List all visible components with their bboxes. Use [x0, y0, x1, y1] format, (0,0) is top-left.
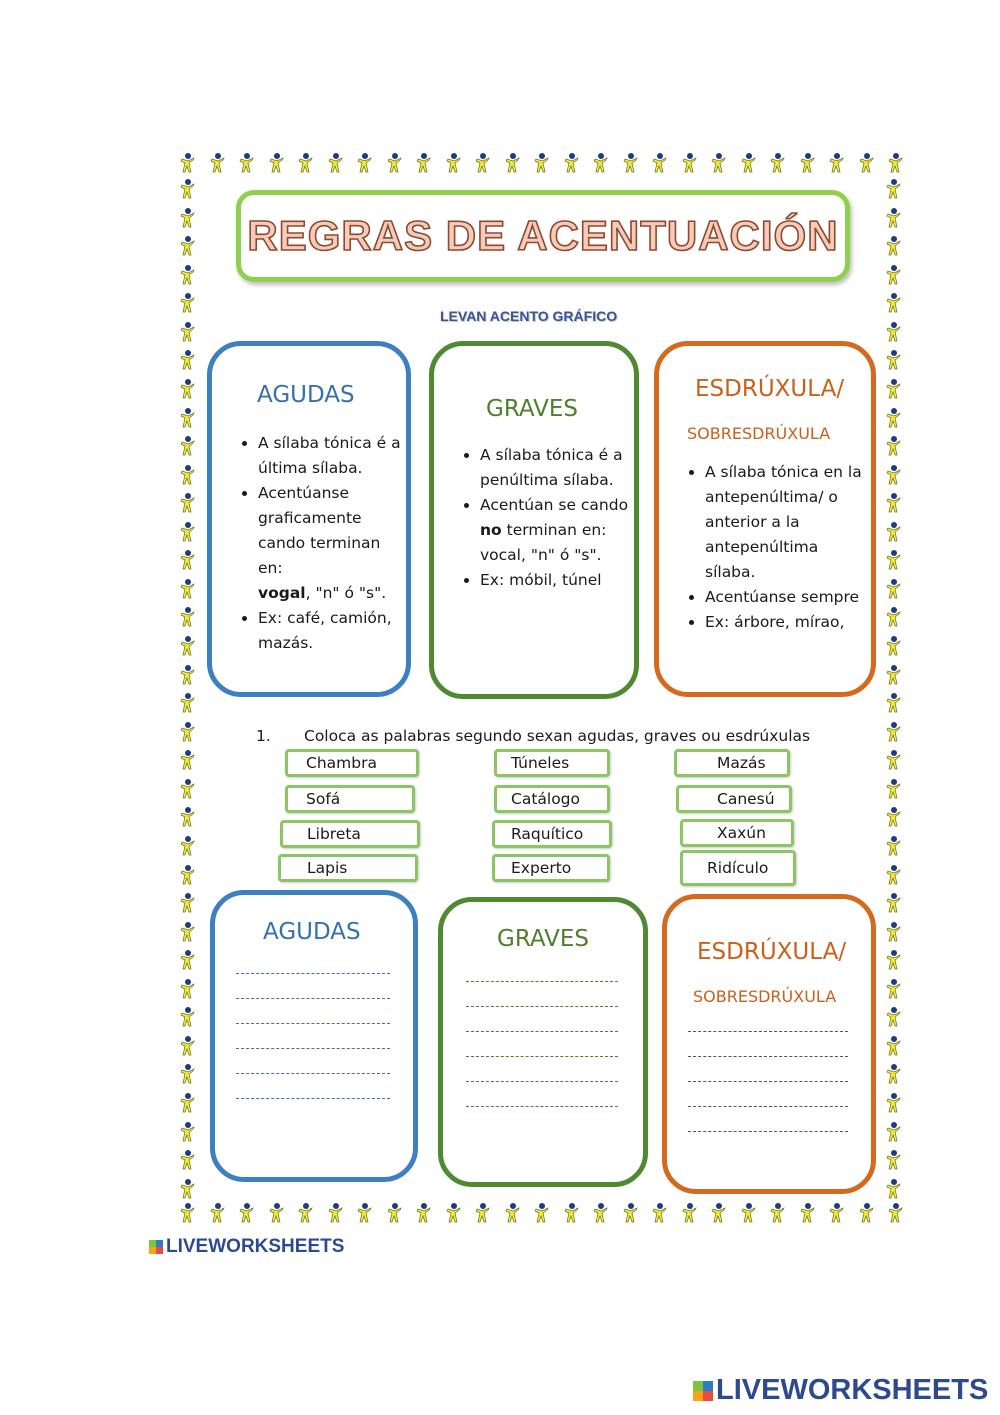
border-figure-icon: [178, 606, 198, 628]
border-figure-icon: [827, 152, 847, 174]
border-figure-icon: [884, 1035, 904, 1057]
word-chip[interactable]: Libreta: [280, 820, 420, 848]
rule-card-subheading: SOBRESDRÚXULA: [687, 424, 831, 443]
word-chip[interactable]: Sofá: [285, 785, 415, 813]
answer-line[interactable]: [466, 1081, 618, 1082]
border-figure-icon: [857, 1202, 877, 1224]
rule-item: • A sílaba tónica é a penúltima sílaba.: [480, 443, 630, 493]
border-figure-icon: [884, 407, 904, 429]
border-figure-icon: [178, 1092, 198, 1114]
answer-card-heading: ESDRÚXULA/: [697, 939, 847, 965]
title-box: [236, 190, 850, 282]
border-figure-icon: [444, 1202, 464, 1224]
border-figure-icon: [178, 549, 198, 571]
border-figure-icon: [884, 778, 904, 800]
rule-card-graves: [429, 341, 639, 699]
answer-line[interactable]: [688, 1081, 848, 1082]
border-figure-icon: [178, 578, 198, 600]
border-figure-icon: [267, 1202, 287, 1224]
border-figure-icon: [798, 1202, 818, 1224]
answer-card-esdruxula[interactable]: [662, 894, 876, 1194]
border-figure-icon: [739, 152, 759, 174]
border-figure-icon: [884, 978, 904, 1000]
border-figure-icon: [884, 921, 904, 943]
border-figure-icon: [178, 1121, 198, 1143]
brand-logo-inline: [149, 1236, 344, 1258]
answer-line[interactable]: [466, 1106, 618, 1107]
border-figure-icon: [884, 606, 904, 628]
border-figure-icon: [591, 1202, 611, 1224]
border-bottom: [178, 1202, 906, 1224]
answer-line[interactable]: [466, 1031, 618, 1032]
rule-item: [258, 481, 408, 606]
word-chip[interactable]: Catálogo: [494, 785, 610, 813]
answer-card-subheading: SOBRESDRÚXULA: [693, 987, 837, 1006]
border-figure-icon: [621, 152, 641, 174]
border-figure-icon: [884, 321, 904, 343]
border-figure-icon: [178, 778, 198, 800]
page-subtitle: LEVAN ACENTO GRÁFICO: [440, 308, 618, 324]
answer-line[interactable]: [466, 1006, 618, 1007]
border-figure-icon: [884, 521, 904, 543]
rule-card-heading: ESDRÚXULA/: [695, 376, 845, 402]
answer-card-agudas[interactable]: [210, 890, 418, 1182]
border-figure-icon: [884, 549, 904, 571]
word-chip[interactable]: Raquítico: [492, 820, 612, 848]
border-figure-icon: [473, 152, 493, 174]
rule-list: [458, 443, 630, 593]
border-figure-icon: [178, 721, 198, 743]
border-figure-icon: [178, 1149, 198, 1171]
border-figure-icon: [178, 664, 198, 686]
border-figure-icon: [178, 292, 198, 314]
border-figure-icon: [414, 1202, 434, 1224]
answer-line[interactable]: [688, 1056, 848, 1057]
exercise-text: Coloca as palabras segundo sexan agudas, graves ou esdrúxulas: [304, 727, 811, 745]
word-chip[interactable]: Chambra: [285, 749, 419, 777]
exercise-number: 1.: [256, 727, 271, 745]
border-figure-icon: [178, 1063, 198, 1085]
border-figure-icon: [884, 349, 904, 371]
rule-card-heading: AGUDAS: [257, 382, 355, 408]
answer-line[interactable]: [236, 1073, 390, 1074]
rule-card-esdruxula: [654, 341, 876, 697]
rule-item: • A sílaba tónica en la antepenúltima/ o anterior a la antepenúltima sílaba.: [705, 460, 867, 585]
exercise-instruction: [256, 727, 810, 745]
border-figure-icon: [178, 321, 198, 343]
border-right: [884, 178, 904, 1200]
border-figure-icon: [709, 152, 729, 174]
answer-line[interactable]: [236, 1048, 390, 1049]
rule-item-text: , "n" ó "s".: [305, 584, 387, 602]
border-figure-icon: [768, 152, 788, 174]
border-figure-icon: [884, 435, 904, 457]
border-figure-icon: [884, 378, 904, 400]
answer-line[interactable]: [236, 973, 390, 974]
rule-card-agudas: [207, 341, 411, 697]
border-figure-icon: [884, 892, 904, 914]
rule-item: • Ex: árbore, mírao,: [705, 610, 867, 635]
border-figure-icon: [884, 692, 904, 714]
border-figure-icon: [385, 1202, 405, 1224]
answer-card-heading: GRAVES: [497, 926, 589, 952]
border-figure-icon: [178, 464, 198, 486]
word-chip[interactable]: Canesú: [676, 785, 792, 813]
border-figure-icon: [414, 152, 434, 174]
border-figure-icon: [768, 1202, 788, 1224]
word-chip[interactable]: Xaxún: [680, 819, 794, 847]
answer-card-graves[interactable]: [438, 897, 648, 1187]
rule-card-heading: GRAVES: [486, 396, 578, 422]
border-figure-icon: [884, 1178, 904, 1200]
border-figure-icon: [178, 864, 198, 886]
border-figure-icon: [739, 1202, 759, 1224]
border-figure-icon: [178, 835, 198, 857]
border-figure-icon: [355, 152, 375, 174]
border-figure-icon: [827, 1202, 847, 1224]
border-figure-icon: [884, 235, 904, 257]
border-figure-icon: [178, 378, 198, 400]
word-chip[interactable]: Experto: [492, 854, 610, 882]
border-figure-icon: [886, 152, 906, 174]
border-figure-icon: [178, 749, 198, 771]
border-figure-icon: [884, 1092, 904, 1114]
border-figure-icon: [680, 1202, 700, 1224]
border-figure-icon: [178, 407, 198, 429]
page-title: REGRAS DE ACENTUACIÓN: [247, 212, 839, 259]
border-figure-icon: [178, 207, 198, 229]
rule-item: • Ex: café, camión, mazás.: [258, 606, 408, 656]
border-figure-icon: [178, 892, 198, 914]
word-chip[interactable]: Mazás: [674, 749, 790, 777]
border-figure-icon: [178, 1035, 198, 1057]
border-figure-icon: [178, 178, 198, 200]
border-figure-icon: [884, 264, 904, 286]
border-figure-icon: [178, 806, 198, 828]
word-chip[interactable]: Lapis: [278, 854, 418, 882]
border-figure-icon: [178, 349, 198, 371]
border-figure-icon: [884, 1149, 904, 1171]
border-figure-icon: [650, 1202, 670, 1224]
brand-logo-footer: [693, 1374, 988, 1407]
border-figure-icon: [884, 1063, 904, 1085]
rule-item-bold: vogal: [258, 584, 306, 602]
border-figure-icon: [503, 152, 523, 174]
border-figure-icon: [884, 949, 904, 971]
border-figure-icon: [178, 978, 198, 1000]
border-figure-icon: [503, 1202, 523, 1224]
word-chip[interactable]: Túneles: [494, 749, 610, 777]
rule-item-bold: no: [480, 521, 502, 539]
border-figure-icon: [798, 152, 818, 174]
border-figure-icon: [884, 1006, 904, 1028]
border-top: [178, 152, 906, 174]
border-figure-icon: [884, 1121, 904, 1143]
border-figure-icon: [178, 492, 198, 514]
border-figure-icon: [884, 806, 904, 828]
border-figure-icon: [178, 635, 198, 657]
border-figure-icon: [884, 635, 904, 657]
answer-line[interactable]: [236, 1098, 390, 1099]
border-figure-icon: [267, 152, 287, 174]
border-figure-icon: [709, 1202, 729, 1224]
answer-line[interactable]: [466, 1056, 618, 1057]
border-figure-icon: [444, 152, 464, 174]
answer-line[interactable]: [688, 1131, 848, 1132]
border-figure-icon: [296, 1202, 316, 1224]
border-figure-icon: [355, 1202, 375, 1224]
border-figure-icon: [650, 152, 670, 174]
rule-item: • Ex: móbil, túnel: [480, 568, 630, 593]
border-figure-icon: [884, 664, 904, 686]
rule-item-text: Acentúanse graficamente cando terminan en:: [258, 484, 381, 577]
border-figure-icon: [680, 152, 700, 174]
answer-card-heading: AGUDAS: [263, 919, 361, 945]
border-figure-icon: [178, 435, 198, 457]
rule-item-text: terminan en:: [506, 521, 607, 539]
border-figure-icon: [178, 1202, 198, 1224]
border-figure-icon: [621, 1202, 641, 1224]
border-figure-icon: [884, 721, 904, 743]
logo-mark-icon: [149, 1240, 163, 1254]
border-figure-icon: [884, 492, 904, 514]
border-figure-icon: [178, 1006, 198, 1028]
rule-item-text: Acentúan se cando: [480, 496, 629, 514]
word-chip[interactable]: Ridículo: [680, 850, 796, 886]
border-figure-icon: [208, 1202, 228, 1224]
border-figure-icon: [178, 152, 198, 174]
border-figure-icon: [532, 1202, 552, 1224]
border-figure-icon: [385, 152, 405, 174]
border-figure-icon: [884, 178, 904, 200]
border-figure-icon: [857, 152, 877, 174]
brand-name: LIVEWORKSHEETS: [166, 1236, 345, 1257]
answer-line[interactable]: [466, 981, 618, 982]
brand-name: LIVEWORKSHEETS: [716, 1374, 989, 1406]
border-figure-icon: [178, 949, 198, 971]
border-figure-icon: [296, 152, 316, 174]
border-figure-icon: [208, 152, 228, 174]
border-figure-icon: [884, 292, 904, 314]
border-figure-icon: [237, 152, 257, 174]
border-figure-icon: [884, 578, 904, 600]
border-figure-icon: [884, 207, 904, 229]
border-figure-icon: [178, 692, 198, 714]
border-figure-icon: [591, 152, 611, 174]
border-figure-icon: [884, 464, 904, 486]
answer-line[interactable]: [236, 1023, 390, 1024]
rule-item: [480, 493, 630, 568]
border-figure-icon: [178, 1178, 198, 1200]
answer-line[interactable]: [688, 1106, 848, 1107]
border-figure-icon: [326, 152, 346, 174]
border-left: [178, 178, 198, 1200]
answer-line[interactable]: [236, 998, 390, 999]
border-figure-icon: [884, 864, 904, 886]
border-figure-icon: [562, 152, 582, 174]
border-figure-icon: [473, 1202, 493, 1224]
border-figure-icon: [237, 1202, 257, 1224]
border-figure-icon: [178, 521, 198, 543]
border-figure-icon: [326, 1202, 346, 1224]
border-figure-icon: [562, 1202, 582, 1224]
border-figure-icon: [178, 235, 198, 257]
border-figure-icon: [532, 152, 552, 174]
border-figure-icon: [178, 264, 198, 286]
border-figure-icon: [884, 749, 904, 771]
rule-item: • Acentúanse sempre: [705, 585, 867, 610]
border-figure-icon: [884, 835, 904, 857]
rule-list: [236, 431, 408, 656]
logo-mark-icon: [693, 1381, 713, 1401]
rule-item: • A sílaba tónica é a última sílaba.: [258, 431, 408, 481]
answer-line[interactable]: [688, 1031, 848, 1032]
rule-list: [683, 460, 867, 635]
border-figure-icon: [886, 1202, 906, 1224]
border-figure-icon: [178, 921, 198, 943]
rule-item-text: vocal, "n" ó "s".: [480, 546, 602, 564]
